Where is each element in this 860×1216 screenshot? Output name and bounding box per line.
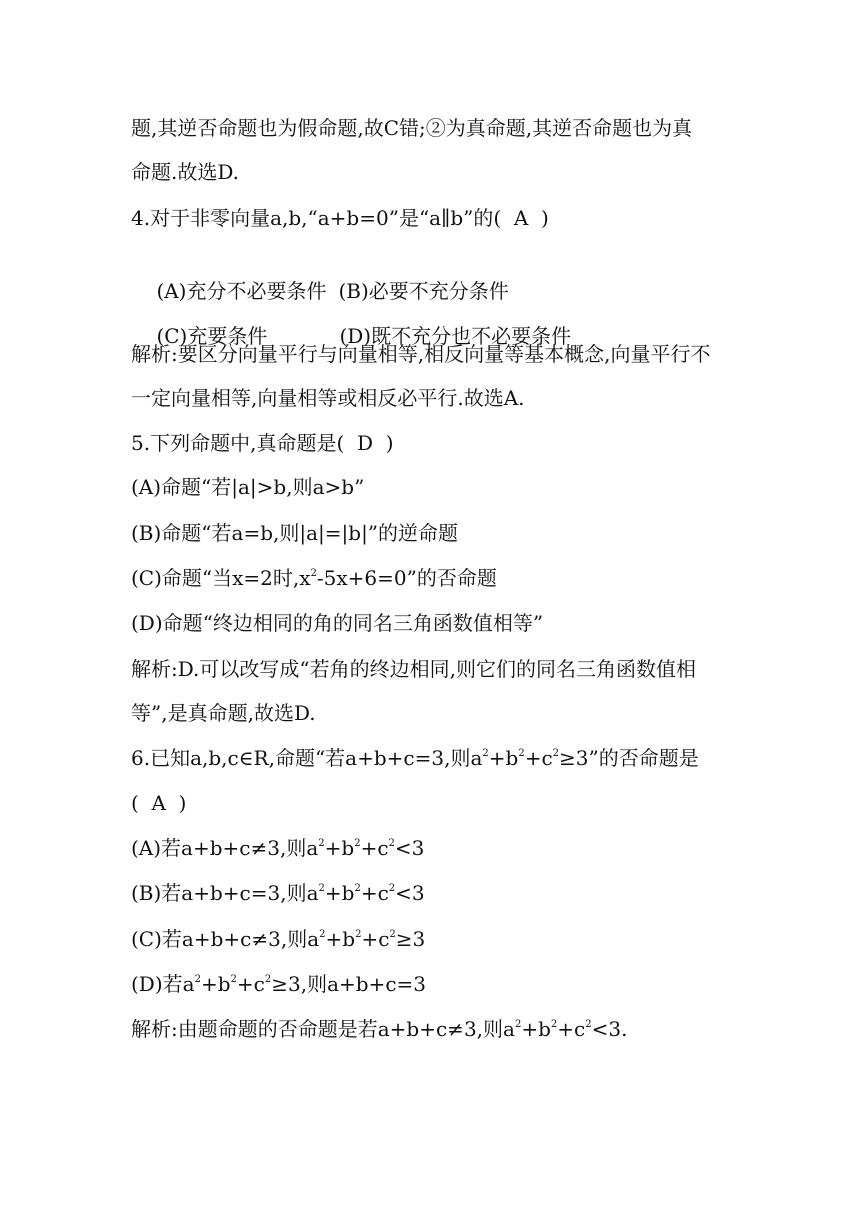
- q6-option-text: (C)若a+b+c≠3,则a: [131, 927, 320, 951]
- exponent: 2: [388, 883, 396, 894]
- q5-option-c-text: (C)命题“当x=2时,x: [131, 566, 311, 590]
- q6-stem-text: ≥3”的否命题是: [559, 746, 699, 770]
- exponent: 2: [355, 929, 362, 940]
- q4-option-b: (B)必要不充分条件: [338, 279, 509, 303]
- exponent: 2: [318, 838, 325, 849]
- q6-option-text: ≥3,则a+b+c=3: [271, 972, 426, 996]
- q6-option-text: +c: [360, 881, 389, 905]
- q6-analysis-text: +b: [521, 1017, 551, 1041]
- q6-option-text: +b: [200, 972, 231, 996]
- q6-option-text: <3: [394, 836, 425, 860]
- q5-option-c-text-end: -5x+6=0”的否命题: [316, 566, 497, 590]
- q6-option-text: (A)若a+b+c≠3,则a: [131, 836, 319, 860]
- q6-option-c: [131, 925, 425, 953]
- exponent: 2: [194, 974, 201, 985]
- q5-option-a: (A)命题“若|a|>b,则a>b”: [131, 475, 365, 499]
- exponent: 2: [388, 838, 395, 849]
- q6-option-text: +c: [236, 972, 265, 996]
- q6-stem-text: +c: [524, 746, 553, 770]
- q5-analysis-line-1: 解析:D.可以改写成“若角的终边相同,则它们的同名三角函数值相: [131, 657, 696, 681]
- q6-stem: [131, 744, 699, 772]
- q6-stem-text: +b: [488, 746, 519, 770]
- q6-option-text: +c: [361, 927, 390, 951]
- q6-analysis-text: 解析:由题命题的否命题是若a+b+c≠3,则a: [131, 1017, 515, 1041]
- q6-option-d: [131, 970, 426, 998]
- exponent: 2: [518, 748, 525, 759]
- q6-option-text: <3: [395, 881, 425, 905]
- q6-option-b: [131, 879, 425, 907]
- q4-analysis-line-2: 一定向量相等,向量相等或相反必平行.故选A.: [131, 386, 525, 410]
- q6-option-a: [131, 834, 424, 862]
- q5-analysis-line-2: 等”,是真命题,故选D.: [131, 701, 316, 725]
- q5-option-b: (B)命题“若a=b,则|a|=|b|”的逆命题: [131, 521, 459, 545]
- exponent: 2: [230, 974, 237, 985]
- q6-option-text: +b: [325, 927, 356, 951]
- q5-stem: 5.下列命题中,真命题是( D ): [131, 431, 394, 455]
- exponent: 2: [550, 1019, 558, 1030]
- exponent: 2: [354, 838, 361, 849]
- q4-option-a: (A)充分不必要条件: [156, 279, 327, 303]
- prev-analysis-line-1: 题,其逆否命题也为假命题,故C错;②为真命题,其逆否命题也为真: [131, 116, 693, 140]
- q4-option-c: (C)充要条件: [156, 324, 268, 348]
- q6-option-text: +b: [324, 836, 355, 860]
- q6-analysis-text: +c: [557, 1017, 586, 1041]
- q6-option-text: ≥3: [395, 927, 426, 951]
- exponent: 2: [389, 929, 396, 940]
- exponent: 2: [585, 1019, 592, 1030]
- q6-option-text: (D)若a: [131, 972, 195, 996]
- q6-option-text: +b: [324, 881, 355, 905]
- q4-option-d: (D)既不充分也不必要条件: [339, 324, 572, 348]
- exponent: 2: [482, 748, 489, 759]
- exponent: 2: [514, 1019, 522, 1030]
- exponent: 2: [318, 883, 325, 894]
- exponent: 2: [264, 974, 272, 985]
- q6-option-text: (B)若a+b+c=3,则a: [131, 881, 319, 905]
- prev-analysis-line-2: 命题.故选D.: [131, 160, 240, 184]
- q5-option-d: (D)命题“终边相同的角的同名三角函数值相等”: [131, 611, 544, 635]
- q6-option-text: +c: [360, 836, 389, 860]
- q5-option-c: [131, 564, 497, 592]
- q4-analysis-line-1: 解析:要区分向量平行与向量相等,相反向量等基本概念,向量平行不: [131, 342, 711, 366]
- q4-stem: 4.对于非零向量a,b,“a+b=0”是“a∥b”的( A ): [131, 206, 549, 230]
- exponent: 2: [354, 883, 361, 894]
- q6-answer: ( A ): [131, 791, 187, 815]
- exponent: 2: [552, 748, 560, 759]
- exponent: 2: [319, 929, 326, 940]
- q6-analysis: [131, 1015, 627, 1043]
- exponent: 2: [310, 568, 317, 579]
- q6-stem-text: 6.已知a,b,c∈R,命题“若a+b+c=3,则a: [131, 746, 483, 770]
- q6-analysis-text: <3.: [591, 1017, 628, 1041]
